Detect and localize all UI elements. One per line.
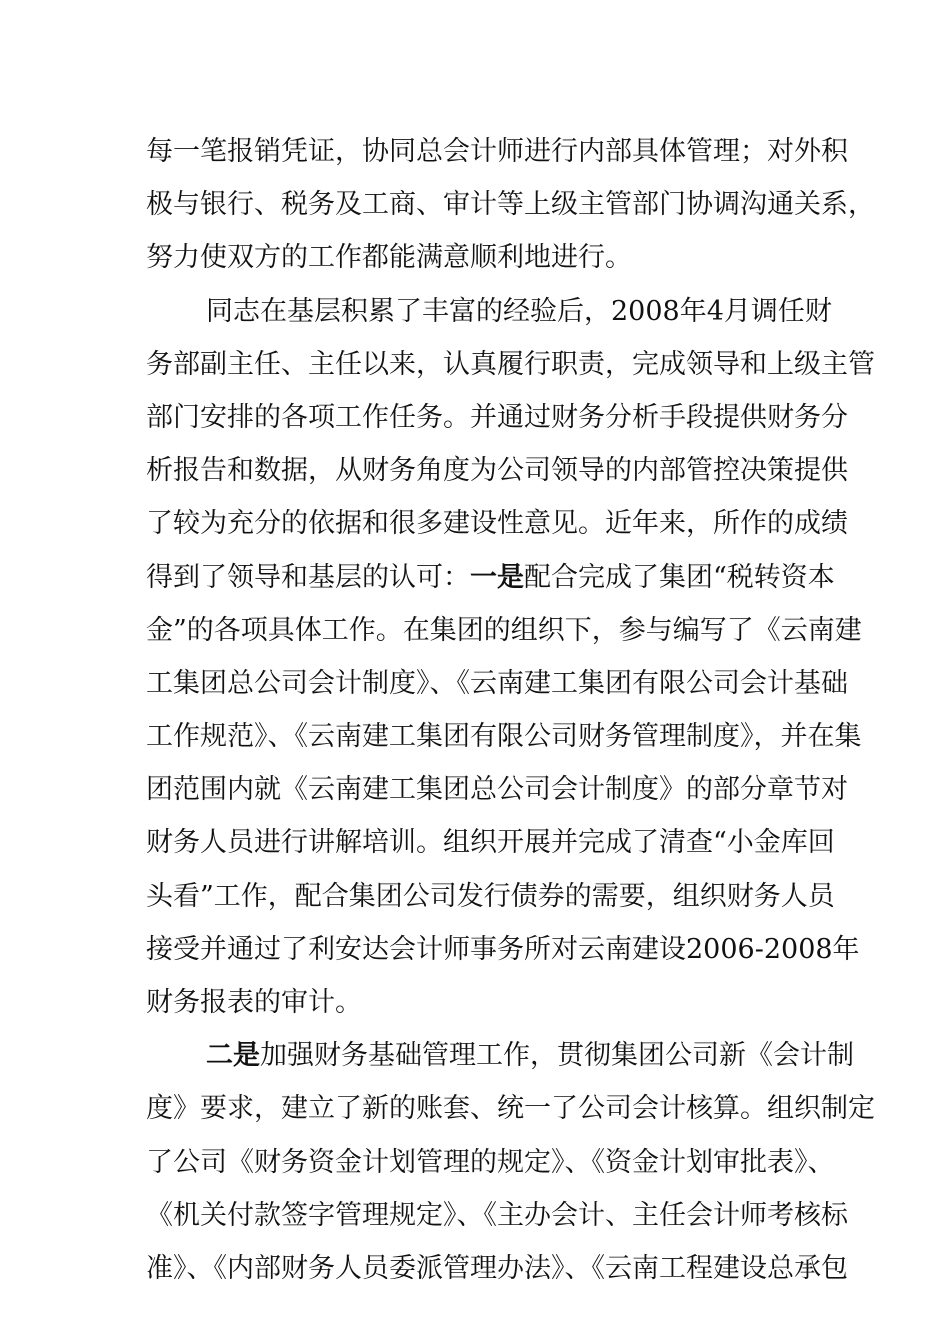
text-segment: 团范围内就《云南建工集团总公司会计制度》的部分章节对 [146, 774, 848, 806]
text-line [146, 183, 875, 236]
text-segment: 财务报表的审计。 [146, 987, 362, 1018]
text-segment: 同志在基层积累了丰富的经验后，2008年4月调任财 [206, 295, 832, 327]
text-segment: 部门安排的各项工作任务。并通过财务分析手段提供财务分 [146, 401, 848, 433]
text-line [146, 981, 808, 1034]
text-segment: 工作规范》、《云南建工集团有限公司财务管理制度》，并在集 [146, 721, 862, 753]
text-line [146, 1194, 848, 1247]
text-segment: 接受并通过了利安达会计师事务所对云南建设2006-2008年 [146, 933, 860, 965]
text-segment: 工集团总公司会计制度》、《云南建工集团有限公司会计基础 [146, 667, 848, 699]
text-line [146, 1087, 875, 1140]
text-line [146, 609, 862, 662]
text-line [146, 1141, 835, 1194]
text-line [146, 556, 835, 609]
text-line [146, 875, 835, 928]
text-segment: 配合完成了集团“税转资本 [524, 561, 835, 593]
document-body [146, 130, 875, 1300]
text-line [146, 236, 808, 289]
text-line [146, 821, 835, 874]
text-segment: 务部副主任、主任以来，认真履行职责，完成领导和上级主管 [146, 348, 875, 380]
text-segment: 加强财务基础管理工作，贯彻集团公司新《会计制 [260, 1040, 854, 1072]
text-line [146, 1034, 854, 1087]
text-line [146, 1247, 848, 1300]
text-line [146, 130, 848, 183]
text-segment: 极与银行、税务及工商、审计等上级主管部门协调沟通关系， [146, 189, 875, 221]
text-segment: 每一笔报销凭证，协同总会计师进行内部具体管理；对外积 [146, 136, 848, 167]
text-line [146, 715, 862, 768]
text-line [146, 928, 860, 981]
bold-text-segment: 一是 [470, 561, 524, 593]
text-segment: 了公司《财务资金计划管理的规定》、《资金计划审批表》、 [146, 1146, 835, 1178]
text-segment: 金”的各项具体工作。在集团的组织下，参与编写了《云南建 [146, 614, 862, 646]
text-line [146, 343, 875, 396]
text-line [146, 768, 848, 821]
text-segment: 财务人员进行讲解培训。组织开展并完成了清查“小金库回 [146, 827, 835, 859]
text-line [146, 396, 848, 449]
text-line [146, 662, 848, 715]
text-segment: 努力使双方的工作都能满意顺利地进行。 [146, 242, 632, 274]
text-segment: 析报告和数据，从财务角度为公司领导的内部管控决策提供 [146, 455, 848, 487]
text-line [146, 290, 832, 343]
bold-text-segment: 二是 [206, 1040, 260, 1072]
text-line [146, 449, 848, 502]
text-segment: 得到了领导和基层的认可： [146, 561, 470, 593]
text-segment: 《机关付款签字管理规定》、《主办会计、主任会计师考核标 [146, 1199, 848, 1231]
text-segment: 了较为充分的依据和很多建设性意见。近年来，所作的成绩 [146, 508, 848, 540]
text-line [146, 502, 848, 555]
text-segment: 准》、《内部财务人员委派管理办法》、《云南工程建设总承包 [146, 1252, 848, 1284]
text-segment: 头看”工作，配合集团公司发行债券的需要，组织财务人员 [146, 880, 835, 912]
text-segment: 度》要求，建立了新的账套、统一了公司会计核算。组织制定 [146, 1093, 875, 1125]
